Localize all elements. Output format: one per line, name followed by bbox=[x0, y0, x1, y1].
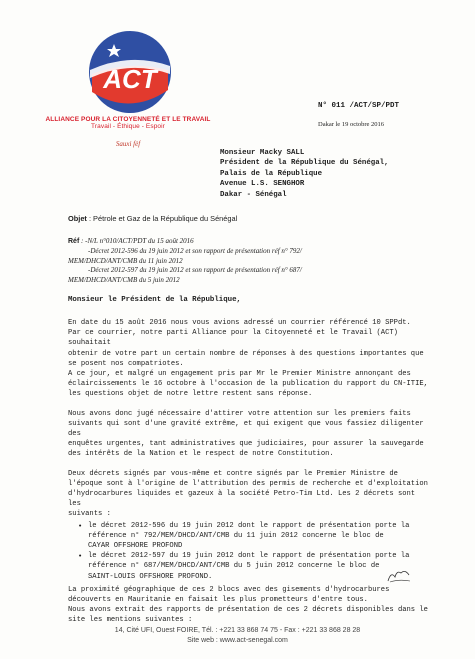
reference-line: -Décret 2012-597 du 19 juin 2012 et son rapport de présentation réf n° 687/ bbox=[88, 266, 302, 275]
paragraph: Nous avons donc jugé nécessaire d'attirer votre attention sur les premiers faits suivants qui sont d'une gravité extrême, et qui exigent que vous fassiez diligenter des enquêtes urgentes, tant administratives que judiciaires, pour assurer la sauvegarde des intérêts de la Nation et le respect de notre Constitution. bbox=[68, 409, 424, 459]
footer-website: Site web : www.act-senegal.com bbox=[187, 637, 288, 644]
letter-body bbox=[68, 318, 430, 635]
recipient-address bbox=[220, 148, 389, 200]
recipient-line: Avenue L.S. SENGHOR bbox=[220, 180, 305, 189]
list-item: • le décret 2012-597 du 19 juin 2012 dont le rapport de présentation porte la référence n° 687/MEM/DHCD/ANT/CMB du 5 juin 2012 concerne le bloc de SAINT-LOUIS OFFSHORE PROFOND. bbox=[88, 551, 430, 582]
list-item: • le décret 2012-596 du 19 juin 2012 dont le rapport de présentation porte la référence n° 792/MEM/DHCD/ANT/CMB du 11 juin 2012 concerne le bloc de CAYAR OFFSHORE PROFOND bbox=[88, 521, 430, 552]
footer-address: 14, Cité UFI, Ouest FOIRE, Tél. : +221 33 868 74 75 - Fax : +221 33 868 28 28 bbox=[114, 627, 361, 634]
paragraph: La proximité géographique de ces 2 blocs avec des gisements d'hydrocarbures découverts en Mauritanie en faisait les plus prometteurs d'entre tous. Nous avons extrait des rapports de présentation de ces 2 décrets disponibles dans le site les mentions suivantes : bbox=[68, 585, 428, 625]
party-name: ALLIANCE POUR LA CITOYENNETÉ ET LE TRAVAIL bbox=[45, 116, 211, 123]
decree-list bbox=[68, 521, 430, 582]
references-block bbox=[68, 237, 438, 286]
reference-line: : -N/L n°010/ACT/PDT du 15 août 2016 bbox=[79, 237, 194, 245]
reference-line: -Décret 2012-596 du 19 juin 2012 et son rapport de présentation réf n° 792/ bbox=[88, 246, 302, 255]
party-header bbox=[8, 116, 248, 130]
recipient-line: Monsieur Macky SALL bbox=[220, 149, 305, 157]
salutation: Monsieur le Président de la République, bbox=[68, 296, 241, 304]
recipient-line: Président de la République du Sénégal, bbox=[220, 159, 389, 168]
letter-reference: N° 011 /ACT/SP/PDT bbox=[318, 102, 400, 110]
recipient-line: Palais de la République bbox=[220, 169, 323, 178]
act-logo bbox=[88, 30, 172, 114]
subject-line bbox=[68, 214, 237, 223]
reference-line: MEM/DHCD/ANT/CMB du 5 juin 2012 bbox=[68, 276, 180, 285]
reference-line: MEM/DHCD/ANT/CMB du 11 juin 2012 bbox=[68, 256, 183, 265]
subject-label: Objet bbox=[68, 214, 87, 223]
recipient-line: Dakar - Sénégal bbox=[220, 190, 287, 199]
handwritten-initials bbox=[385, 567, 413, 585]
paragraph: En date du 15 août 2016 nous vous avions adressé un courrier référencé 10 SPPdt. Par ce courrier, notre parti Alliance pour la Citoyenneté et le Travail (ACT) souhaitait obtenir de votre part un certain nombre de réponses à des questions importantes que se posent nos compatriotes. A ce jour, et malgré un engagement pris par Mr le Premier Ministre annonçant des éclaircissements le 16 octobre à l'occasion de la publication du rapport du CN-ITIE, les questions objet de notre lettre restent sans réponse. bbox=[68, 319, 428, 399]
subject-text: : Pétrole et Gaz de la République du Sénégal bbox=[86, 214, 238, 223]
paragraph: Deux décrets signés par vous-même et contre signés par le Premier Ministre de l'époque sont à l'origine de l'attribution des permis de recherche et d'exploitation d'hydrocarbures liquides et gazeux à la société Petro-Tim Ltd. Les 2 décrets sont les suivants : bbox=[68, 469, 428, 519]
header-signature: Sauxi fèf bbox=[115, 140, 141, 148]
references-label: Réf bbox=[68, 238, 80, 245]
letter-date: Dakar le 19 octobre 2016 bbox=[318, 121, 385, 128]
logo-text: ACT bbox=[103, 64, 157, 94]
party-motto: Travail - Éthique - Espoir bbox=[91, 123, 165, 130]
